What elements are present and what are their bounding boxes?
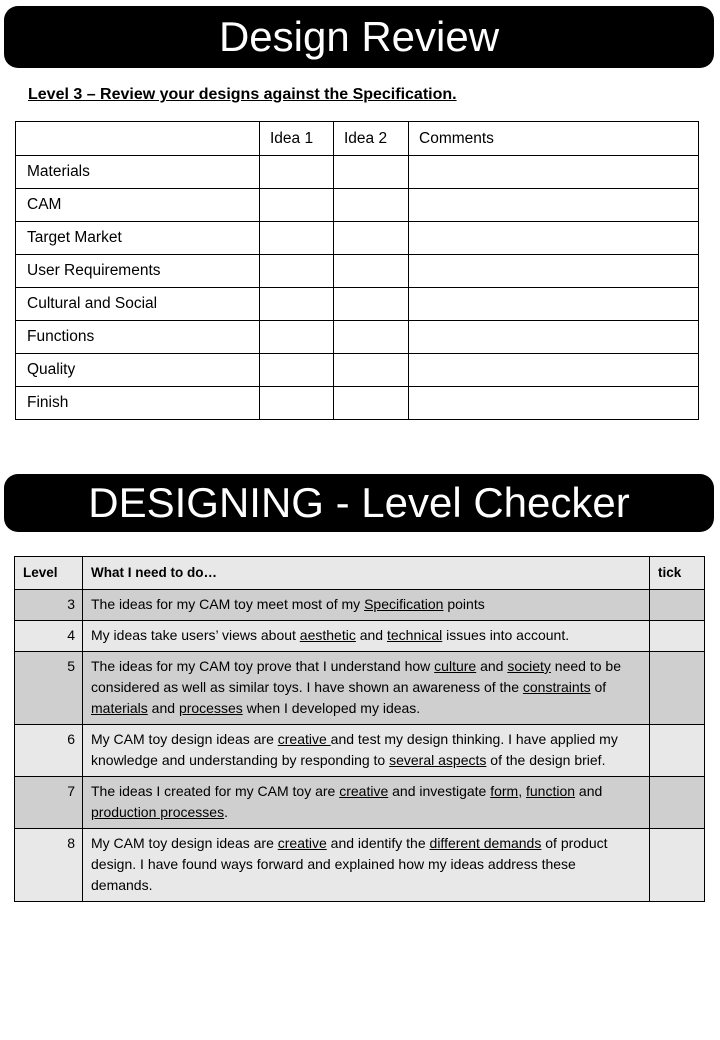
level-checker-title: DESIGNING - Level Checker xyxy=(88,479,630,526)
idea2-cell[interactable] xyxy=(334,321,409,354)
idea2-cell[interactable] xyxy=(334,255,409,288)
comments-cell[interactable] xyxy=(409,156,699,189)
level-checker-banner xyxy=(4,474,714,532)
idea2-cell[interactable] xyxy=(334,156,409,189)
criterion-label: Quality xyxy=(16,354,260,387)
criterion-label: Target Market xyxy=(16,222,260,255)
level-description: The ideas for my CAM toy prove that I understand how culture and society need to be considered as well as similar toys. I have shown an awareness of the constraints of materials and processes when I developed my ideas. xyxy=(83,652,650,725)
level-number: 7 xyxy=(15,777,83,829)
idea2-cell[interactable] xyxy=(334,222,409,255)
criterion-label: CAM xyxy=(16,189,260,222)
review-header-idea1: Idea 1 xyxy=(260,122,334,156)
table-row xyxy=(15,652,705,725)
level-description: My CAM toy design ideas are creative and test my design thinking. I have applied my knowledge and understanding by responding to several aspects of the design brief. xyxy=(83,725,650,777)
level-number: 4 xyxy=(15,621,83,652)
review-header-row xyxy=(16,122,699,156)
tick-cell[interactable] xyxy=(650,725,705,777)
criterion-label: Functions xyxy=(16,321,260,354)
level-number: 6 xyxy=(15,725,83,777)
table-row xyxy=(15,829,705,902)
review-header-idea2: Idea 2 xyxy=(334,122,409,156)
comments-cell[interactable] xyxy=(409,255,699,288)
table-row xyxy=(16,288,699,321)
level-description: The ideas I created for my CAM toy are creative and investigate form, function and production processes. xyxy=(83,777,650,829)
level-header-tick: tick xyxy=(650,557,705,590)
comments-cell[interactable] xyxy=(409,222,699,255)
level-number: 8 xyxy=(15,829,83,902)
idea1-cell[interactable] xyxy=(260,255,334,288)
tick-cell[interactable] xyxy=(650,621,705,652)
idea2-cell[interactable] xyxy=(334,387,409,420)
idea1-cell[interactable] xyxy=(260,321,334,354)
table-row xyxy=(16,156,699,189)
idea2-cell[interactable] xyxy=(334,288,409,321)
table-row xyxy=(16,387,699,420)
review-header-blank xyxy=(16,122,260,156)
level-number: 3 xyxy=(15,590,83,621)
table-row xyxy=(15,725,705,777)
idea1-cell[interactable] xyxy=(260,288,334,321)
tick-cell[interactable] xyxy=(650,590,705,621)
idea1-cell[interactable] xyxy=(260,222,334,255)
table-row xyxy=(16,255,699,288)
table-row xyxy=(16,189,699,222)
design-review-title: Design Review xyxy=(218,13,500,60)
criterion-label: Cultural and Social xyxy=(16,288,260,321)
comments-cell[interactable] xyxy=(409,288,699,321)
table-row xyxy=(15,590,705,621)
table-row xyxy=(15,621,705,652)
tick-cell[interactable] xyxy=(650,777,705,829)
level-header-task: What I need to do… xyxy=(83,557,650,590)
level-number: 5 xyxy=(15,652,83,725)
table-row xyxy=(16,354,699,387)
review-header-comments: Comments xyxy=(409,122,699,156)
comments-cell[interactable] xyxy=(409,321,699,354)
idea1-cell[interactable] xyxy=(260,189,334,222)
criterion-label: Materials xyxy=(16,156,260,189)
comments-cell[interactable] xyxy=(409,189,699,222)
level-description: The ideas for my CAM toy meet most of my Specification points xyxy=(83,590,650,621)
comments-cell[interactable] xyxy=(409,354,699,387)
tick-cell[interactable] xyxy=(650,829,705,902)
criterion-label: User Requirements xyxy=(16,255,260,288)
idea2-cell[interactable] xyxy=(334,189,409,222)
tick-cell[interactable] xyxy=(650,652,705,725)
level-description: My ideas take users’ views about aesthetic and technical issues into account. xyxy=(83,621,650,652)
table-row xyxy=(16,222,699,255)
level-header-level: Level xyxy=(15,557,83,590)
idea2-cell[interactable] xyxy=(334,354,409,387)
design-review-table xyxy=(15,121,699,420)
level-checker-table xyxy=(14,556,705,902)
review-subtitle: Level 3 – Review your designs against the Specification. xyxy=(28,86,457,103)
idea1-cell[interactable] xyxy=(260,156,334,189)
level-header-row xyxy=(15,557,705,590)
criterion-label: Finish xyxy=(16,387,260,420)
table-row xyxy=(16,321,699,354)
design-review-banner xyxy=(4,6,714,68)
table-row xyxy=(15,777,705,829)
level-description: My CAM toy design ideas are creative and identify the different demands of product design. I have found ways forward and explained how my ideas address these demands. xyxy=(83,829,650,902)
idea1-cell[interactable] xyxy=(260,354,334,387)
idea1-cell[interactable] xyxy=(260,387,334,420)
comments-cell[interactable] xyxy=(409,387,699,420)
